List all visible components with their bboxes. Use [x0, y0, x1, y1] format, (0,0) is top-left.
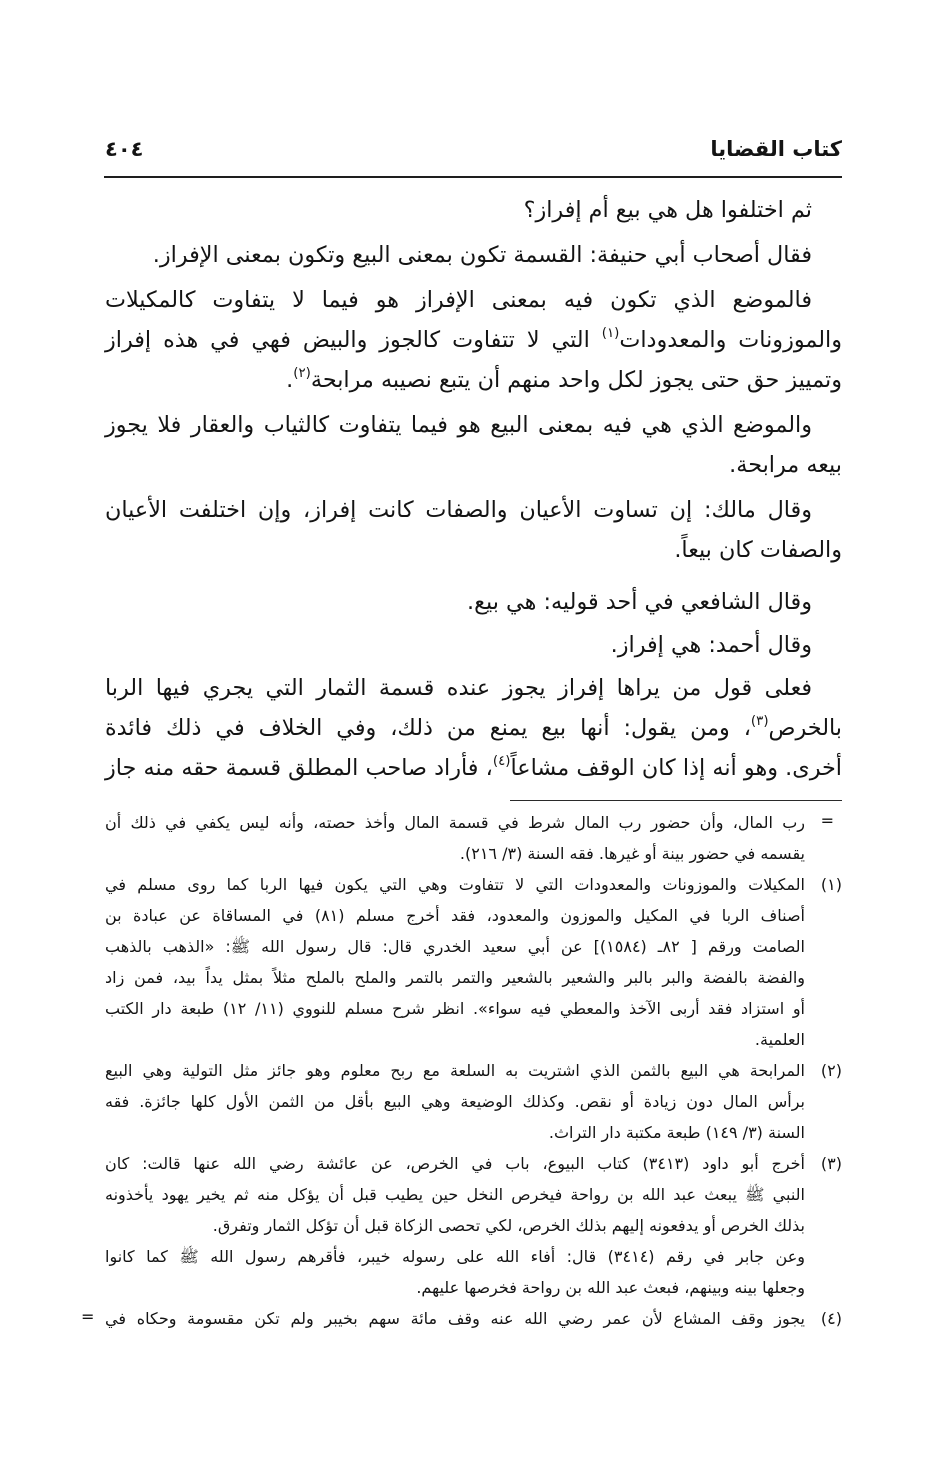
text-line [105, 708, 842, 748]
footnote-line: أصناف الربا في المكيل والموزون والمعدود، فقد أخرج مسلم (٨١) في المساقاة عن عبادة بن [105, 906, 805, 925]
footnotes [81, 807, 842, 1334]
footnote-line: بذلك الخرص أو يدفعونه إليهم بذلك الخرص، لكي تحصى الزكاة قبل أن تؤكل الثمار وتفرق. [212, 1216, 805, 1235]
continuation-marker: = [81, 1307, 95, 1326]
header-rule [104, 176, 842, 178]
footnote-number: (٣) [820, 1154, 842, 1173]
footnote-text: المكيلات والموزونات والمعدودات التي لا تتفاوت وهي التي يكون فيها الربا كما روى مسلم في [105, 875, 805, 894]
footnote-line [105, 869, 842, 900]
text-line: بيعه مرابحة. [729, 452, 842, 478]
paragraph [105, 490, 842, 570]
footnote-reference: (٤) [492, 753, 511, 769]
paragraph [105, 280, 842, 400]
footnote [81, 1303, 842, 1334]
footnote-line: برأس المال دون زيادة أو نقص. وكذلك الوضيعة وهي البيع بأقل من الثمن الأول كلها جائزة. فقه [105, 1092, 805, 1111]
footnote-text: أخرج أبو داود (٣٤١٣) كتاب البيوع، باب في الخرص، عن عائشة رضي الله عنها قالت: كان [105, 1154, 805, 1173]
footnote-line [105, 807, 842, 838]
text-segment: ، ومن يقول: أنها بيع يمنع من ذلك، وفي الخلاف في ذلك فائدة [105, 715, 751, 741]
footnote-reference: (٣) [750, 713, 769, 729]
text-line: وقال الشافعي في أحد قوليه: هي بيع. [467, 589, 812, 615]
text-line: والصفات كان بيعاً. [674, 537, 842, 563]
text-line: وقال أحمد: هي إفراز. [610, 632, 812, 658]
paragraph [105, 625, 842, 665]
footnote-continuation [105, 807, 842, 869]
paragraph [105, 405, 842, 485]
footnote [105, 1055, 842, 1148]
footnote-line: السنة (٣/ ١٤٩) طبعة مكتبة دار التراث. [548, 1123, 805, 1142]
text-segment: بالخرص [768, 715, 842, 741]
text-line: وقال مالك: إن تساوت الأعيان والصفات كانت إفراز، وإن اختلفت الأعيان [105, 497, 812, 523]
text-line [105, 320, 842, 360]
footnote-number: (٢) [820, 1061, 842, 1080]
text-line: فالموضع الذي تكون فيه بمعنى الإفراز هو فيما لا يتفاوت كالمكيلات [105, 287, 812, 313]
footnote-line: الصامت ورقم [ ٨٢ـ (١٥٨٤)] عن أبي سعيد الخدري قال: قال رسول الله ﷺ: «الذهب بالذهب [105, 937, 806, 956]
text-segment: والموزونات والمعدودات [619, 327, 842, 353]
footnote-text: المرابحة هي البيع بالثمن الذي اشتريت به السلعة مع ربح معلوم وهو جائز مثل التولية وهي البيع [105, 1061, 805, 1080]
footnote-separator [510, 800, 842, 801]
footnote-line: وعن جابر في رقم (٣٤١٤) قال: أفاء الله على رسوله خيبر، فأقرهم رسول الله ﷺ كما كانوا [105, 1247, 805, 1266]
paragraph [105, 190, 842, 230]
paragraph [105, 582, 842, 622]
footnote-line: النبي ﷺ يبعث عبد الله بن رواحة فيخرص النخل حين يطيب قبل أن يؤكل منه ثم يخير يهود يأخذونه [105, 1185, 805, 1204]
footnote-line: العلمية. [754, 1030, 805, 1049]
text-line: والموضع الذي هي فيه بمعنى البيع هو فيما يتفاوت كالثياب والعقار فلا يجوز [105, 412, 812, 438]
footnote-line: أو استزاد فقد أربى الآخذ والمعطي فيه سواء». انظر شرح مسلم للنووي (١١/ ١٢) طبعة دار الكتب [105, 999, 805, 1018]
text-segment: التي لا تتفاوت كالجوز والبيض فهي في هذه إفراز [105, 327, 602, 353]
footnote-text: رب المال، وأن حضور رب المال شرط في قسمة المال وأخذ حصته، وأنه ليس يكفي في ذلك أن [105, 813, 805, 832]
footnote-reference: (٢) [293, 365, 311, 381]
running-title: كتاب القضايا [710, 137, 842, 161]
text-segment: ، فأراد صاحب المطلق قسمة حقه منه جاز [105, 755, 493, 781]
text-line [105, 748, 842, 788]
text-segment: وتمييز حق حتى يجوز لكل واحد منهم أن يتبع نصيبه مرابحة [310, 367, 842, 393]
paragraph [105, 668, 842, 788]
text-line: فقال أصحاب أبي حنيفة: القسمة تكون بمعنى البيع وتكون بمعنى الإفراز. [152, 242, 812, 268]
text-line [105, 360, 842, 400]
footnote-line: والفضة بالفضة والبر بالبر والشعير بالشعير والتمر بالتمر والملح بالملح مثلاً بمثل يداً بيد، فمن زاد [105, 968, 805, 987]
main-text [105, 190, 842, 788]
footnote-line: يقسمه في حضور بينة أو غيرها. فقه السنة (٣/ ٢١٦). [459, 844, 805, 863]
footnote-number: (٤) [820, 1309, 842, 1328]
text-segment: أخرى. وهو أنه إذا كان الوقف مشاعاً [510, 755, 842, 781]
footnote-number: (١) [820, 875, 842, 894]
footnote-reference: (١) [601, 325, 620, 341]
footnote [105, 1148, 842, 1303]
page-number: ٤٠٤ [105, 137, 144, 161]
paragraph [105, 235, 842, 275]
text-segment: . [286, 367, 294, 393]
footnote-line: وجعلها بينه وبينهم، فبعث عبد الله بن رواحة فخرصها عليهم. [416, 1278, 805, 1297]
footnote [105, 869, 842, 1055]
footnote-line [81, 1303, 842, 1334]
footnote-line [105, 1148, 842, 1179]
page-header [105, 133, 842, 165]
continuation-marker: = [820, 811, 834, 830]
footnote-text: يجوز وقف المشاع لأن عمر رضي الله عنه وقف مائة سهم بخيبر ولم تكن مقسومة وحكاه في [105, 1309, 805, 1328]
text-line: فعلى قول من يراها إفراز يجوز عنده قسمة الثمار التي يجري فيها الربا [105, 675, 812, 701]
footnote-line [105, 1055, 842, 1086]
text-line: ثم اختلفوا هل هي بيع أم إفراز؟ [523, 197, 812, 223]
